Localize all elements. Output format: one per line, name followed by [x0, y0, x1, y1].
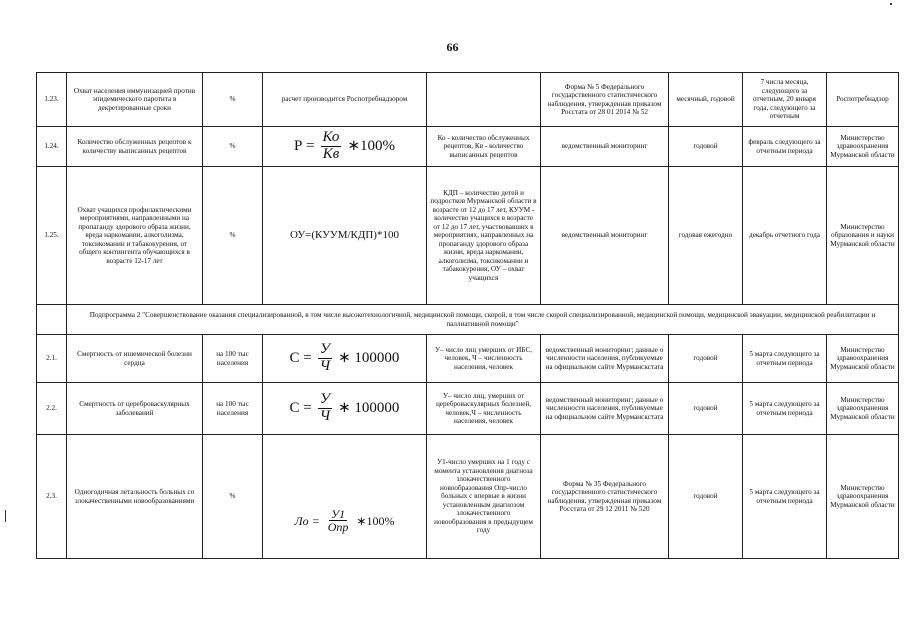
- periodicity: годовой: [669, 435, 743, 559]
- unit: на 100 тыс населения: [203, 383, 263, 435]
- unit: %: [203, 73, 263, 127]
- variables: [427, 73, 541, 127]
- indicator-name: Охват населения иммунизацией против эпидемического паротита в декретированные сроки: [67, 73, 203, 127]
- variables: У– число лиц умерших от ИБС, человек, Ч – численность населения, человек: [427, 335, 541, 383]
- deadline: декабрь отчетного года: [743, 167, 827, 305]
- formula-numerator: У: [319, 341, 330, 358]
- deadline: февраль следующего за отчетным периода: [743, 127, 827, 167]
- data-source: ведомственный мониторинг: [541, 127, 669, 167]
- data-source: ведомственный мониторинг; данные о численности населения, публикуемые на официальном сайте Мурманскстата: [541, 383, 669, 435]
- formula: [263, 127, 427, 167]
- indicator-table: [36, 72, 899, 559]
- row-number: 2.1.: [37, 335, 67, 383]
- unit: %: [203, 167, 263, 305]
- formula: расчет производится Роспотребнадзором: [263, 73, 427, 127]
- indicator-name: Смертность от ишемической болезни сердца: [67, 335, 203, 383]
- table-row: [37, 127, 899, 167]
- formula: [263, 167, 427, 305]
- scan-mark: [5, 510, 6, 522]
- formula-rhs: ∗ 100000: [338, 399, 400, 416]
- responsible: Министерство здравоохранения Мурманской области: [827, 435, 899, 559]
- deadline: 7 числа месяца, следующего за отчетным, 20 января года, следующего за отчетным: [743, 73, 827, 127]
- formula-lhs: Р =: [293, 137, 315, 154]
- deadline: 5 марта следующего за отчетным периода: [743, 383, 827, 435]
- indicator-name: Одногодичная летальность больных со злокачественными новообразованиями: [67, 435, 203, 559]
- row-number: 2.2.: [37, 383, 67, 435]
- responsible: Министерство образования и науки Мурманской области: [827, 167, 899, 305]
- formula: [263, 335, 427, 383]
- scan-mark: [890, 3, 892, 5]
- formula-text: ОУ=(КУУМ/КДП)*100: [290, 229, 399, 242]
- periodicity: годовая ежегодно: [669, 167, 743, 305]
- formula-numerator: У1: [331, 506, 346, 521]
- formula-rhs: ∗ 100000: [338, 349, 400, 366]
- unit: %: [203, 435, 263, 559]
- formula-lhs: C =: [289, 399, 312, 416]
- row-number: 1.25.: [37, 167, 67, 305]
- data-source: Форма № 35 Федерального государственного статистического наблюдения, утвержденная приказом Росстата от 29 12 2011 № 520: [541, 435, 669, 559]
- responsible: Министерство здравоохранения Мурманской области: [827, 127, 899, 167]
- data-source: Форма № 5 Федерального государственного статистического наблюдения, утвержденная приказом Росстата от 28 01 2014 № 52: [541, 73, 669, 127]
- indicator-name: Количество обслуженных рецептов к количеству выписанных рецептов: [67, 127, 203, 167]
- row-number: 1.23.: [37, 73, 67, 127]
- unit: на 100 тыс населения: [203, 335, 263, 383]
- periodicity: годовой: [669, 335, 743, 383]
- subprogram-row: [37, 305, 899, 335]
- formula-denominator: Ч: [319, 358, 331, 374]
- responsible: Министерство здравоохранения Мурманской области: [827, 335, 899, 383]
- formula-numerator: Ко: [322, 129, 340, 146]
- subprogram-title: Подпрограмма 2 "Совершенствование оказания специализированной, в том числе высокотехнологичной, медицинской помощи, скорой, в том числе скорой специализированной, медицинской помощи, медицинской эвакуации, медицинской реабилитации и паллиативной помощи": [67, 305, 899, 335]
- variables: У– число лиц, умерших от цереброваскулярных болезней, человек,Ч – численность населения, человек: [427, 383, 541, 435]
- formula: [263, 435, 427, 559]
- table-row: [37, 383, 899, 435]
- formula-rhs: ∗100%: [347, 137, 396, 154]
- periodicity: годовой: [669, 383, 743, 435]
- formula-lhs: C =: [289, 349, 312, 366]
- variables: У1-число умерших на 1 году с момента установления диагноза злокачественного новообразования Опр-число больных с впервые в жизни установленным диагнозом злокачественного новообразования в предыдущем году: [427, 435, 541, 559]
- indicator-name: Смертность от цереброваскулярных заболеваний: [67, 383, 203, 435]
- formula-rhs: ∗100%: [356, 513, 395, 528]
- page-number: 66: [446, 40, 459, 54]
- data-source: ведомственный мониторинг: [541, 167, 669, 305]
- formula-denominator: Ч: [319, 408, 331, 424]
- formula-denominator: Опр: [327, 520, 349, 535]
- deadline: 5 марта следующего за отчетным периода: [743, 435, 827, 559]
- row-number: 1.24.: [37, 127, 67, 167]
- unit: %: [203, 127, 263, 167]
- variables: КДП – количество детей и подростков Мурманской области в возрасте от 12 до 17 лет, КУУМ - количество учащихся в возрасте от 12 до 17 лет, участвовавших в мероприятиях, направленных на пропаганду здорового образа жизни, вреда наркомании, алкоголизма, токсикомании и табакокурения, ОУ – охват учащихся: [427, 167, 541, 305]
- deadline: 5 марта следующего за отчетным периода: [743, 335, 827, 383]
- variables: Ко - количество обслуженных рецептов, Кв - количество выписанных рецептов: [427, 127, 541, 167]
- formula-lhs: Ло =: [294, 513, 320, 528]
- data-source: ведомственный мониторинг; данные о численности населения, публикуемые на официальном сайте Мурманскстата: [541, 335, 669, 383]
- responsible: Министерство здравоохранения Мурманской области: [827, 383, 899, 435]
- table-row: [37, 335, 899, 383]
- periodicity: годовой: [669, 127, 743, 167]
- formula: [263, 383, 427, 435]
- indicator-name: Охват учащихся профилактическими мероприятиями, направленными на пропаганду здорового образа жизни, вреда наркомании, алкоголизма, токсикомании и табакокурения, от общего контингента обучающихся в возрасте 12-17 лет: [67, 167, 203, 305]
- table-row: [37, 167, 899, 305]
- periodicity: месячный, годовой: [669, 73, 743, 127]
- formula-denominator: Кв: [322, 146, 340, 162]
- table-row: [37, 435, 899, 559]
- table-row: [37, 73, 899, 127]
- row-number: 2.3.: [37, 435, 67, 559]
- responsible: Роспотребнадзор: [827, 73, 899, 127]
- formula-numerator: У: [319, 391, 330, 408]
